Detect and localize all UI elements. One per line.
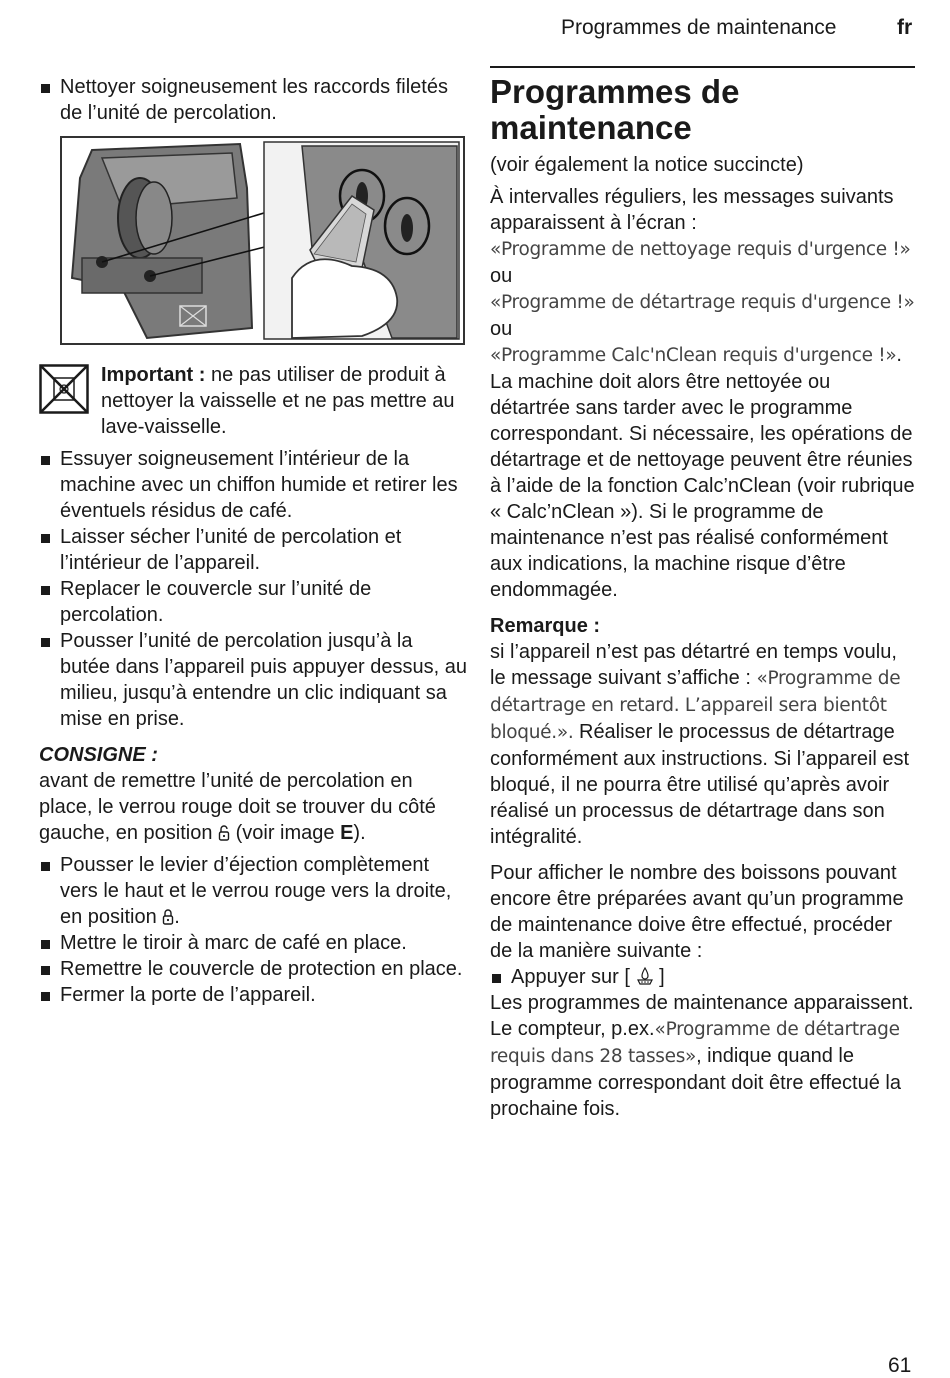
important-text: ne pas utiliser de produit à nettoyer la vaisselle et ne pas mettre au lave-vaisselle. <box>101 364 455 438</box>
remarque-text: si l’appareil n’est pas détartré en temps voulu, le message suivant s’affiche : «Programme de détartrage en retard. L’appareil sera bientôt bloqué.». Réaliser le processus de détartrage conformément aux instructions. Si l’appareil est bloqué, il ne pourra être utilisé qu’après avoir réalisé un processus de détartrage dans son intégralité. <box>490 641 910 848</box>
brewing-unit-illustration <box>60 136 465 345</box>
instructions-paragraph: Pour afficher le nombre des boissons pouvant encore être préparées avant qu’un programme de maintenance doive être effectué, procéder de la manière suivante : <box>490 862 904 962</box>
intro-paragraph: À intervalles réguliers, les messages suivants apparaissent à l’écran : «Programme de nettoyage requis d'urgence !» ou «Programme de détartrage requis d'urgence !» ou «Programme Calc'nClean requis d'urgence !». La machine doit alors être nettoyée ou détartrée sans tarder avec le programme correspondant. Si nécessaire, les opérations de détartrage et de nettoyage peuvent être réunies à l’aide de la fonction Calc’nClean (voir rubrique « Calc’nClean »). Si le programme de maintenance n’est pas réalisé conformément aux indications, la machine risque d’être endommagée. <box>490 186 915 601</box>
display-message: «Programme de nettoyage requis d'urgence !» <box>490 239 911 260</box>
header-rule <box>490 66 915 68</box>
list-item: Fermer la porte de l’appareil. <box>39 982 467 1008</box>
remarque-heading: Remarque : <box>490 615 601 637</box>
counter-paragraph: Les programmes de maintenance apparaissent. Le compteur, p.ex.«Programme de détartrage requis dans 28 tasses», indique quand le programme correspondant doit être effectué la prochaine fois. <box>490 992 914 1120</box>
display-message: «Programme de détartrage en retard. L’appareil sera bientôt bloqué.». <box>490 668 901 743</box>
list-item-text: Nettoyer soigneusement les raccords filetés de l’unité de percolation. <box>60 76 448 124</box>
left-column <box>39 74 467 1008</box>
list-item: Pousser l’unité de percolation jusqu’à la butée dans l’appareil puis appuyer dessus, au milieu, jusqu’à entendre un clic indiquant sa mise en prise. <box>39 628 467 732</box>
list-item: Replacer le couvercle sur l’unité de percolation. <box>39 576 467 628</box>
display-message: «Programme de détartrage requis d'urgence !» <box>490 292 915 313</box>
maintenance-icon <box>636 966 654 986</box>
list-item: Remettre le couvercle de protection en place. <box>39 956 467 982</box>
important-label: Important : <box>101 364 206 386</box>
important-note <box>39 362 467 440</box>
list-item: Appuyer sur [ ] <box>490 964 915 990</box>
header-title: Programmes de maintenance <box>561 16 837 39</box>
list-item: Mettre le tiroir à marc de café en place. <box>39 930 467 956</box>
display-message: «Programme Calc'nClean requis d'urgence !» <box>490 345 897 366</box>
bullet-list <box>39 446 467 732</box>
list-item: Pousser le levier d’éjection complètement vers le haut et le verrou rouge vers la droite, en position . <box>39 852 467 930</box>
page-header <box>0 14 950 44</box>
list-item: Laisser sécher l’unité de percolation et l’intérieur de l’appareil. <box>39 524 467 576</box>
page-number: 61 <box>888 1354 912 1377</box>
brewing-unit-cleaning-illustration <box>62 138 463 343</box>
lock-closed-icon <box>162 908 174 926</box>
right-column <box>490 74 915 1122</box>
section-subtitle: (voir également la notice succincte) <box>490 154 804 176</box>
list-item <box>39 74 467 126</box>
consigne-heading: CONSIGNE : <box>39 744 158 766</box>
no-dishwasher-icon <box>39 364 89 414</box>
consigne-text: avant de remettre l’unité de percolation en place, le verrou rouge doit se trouver du côté gauche, en position (voir image E). <box>39 770 436 844</box>
display-message: «Programme de détartrage requis dans 28 tasses» <box>490 1019 900 1067</box>
section-title: Programmes de maintenance <box>490 73 740 146</box>
lock-open-icon <box>218 824 230 842</box>
bullet-list <box>39 852 467 1008</box>
header-language: fr <box>897 16 913 39</box>
list-item: Essuyer soigneusement l’intérieur de la machine avec un chiffon humide et retirer les éventuels résidus de café. <box>39 446 467 524</box>
image-reference: E <box>340 822 354 844</box>
